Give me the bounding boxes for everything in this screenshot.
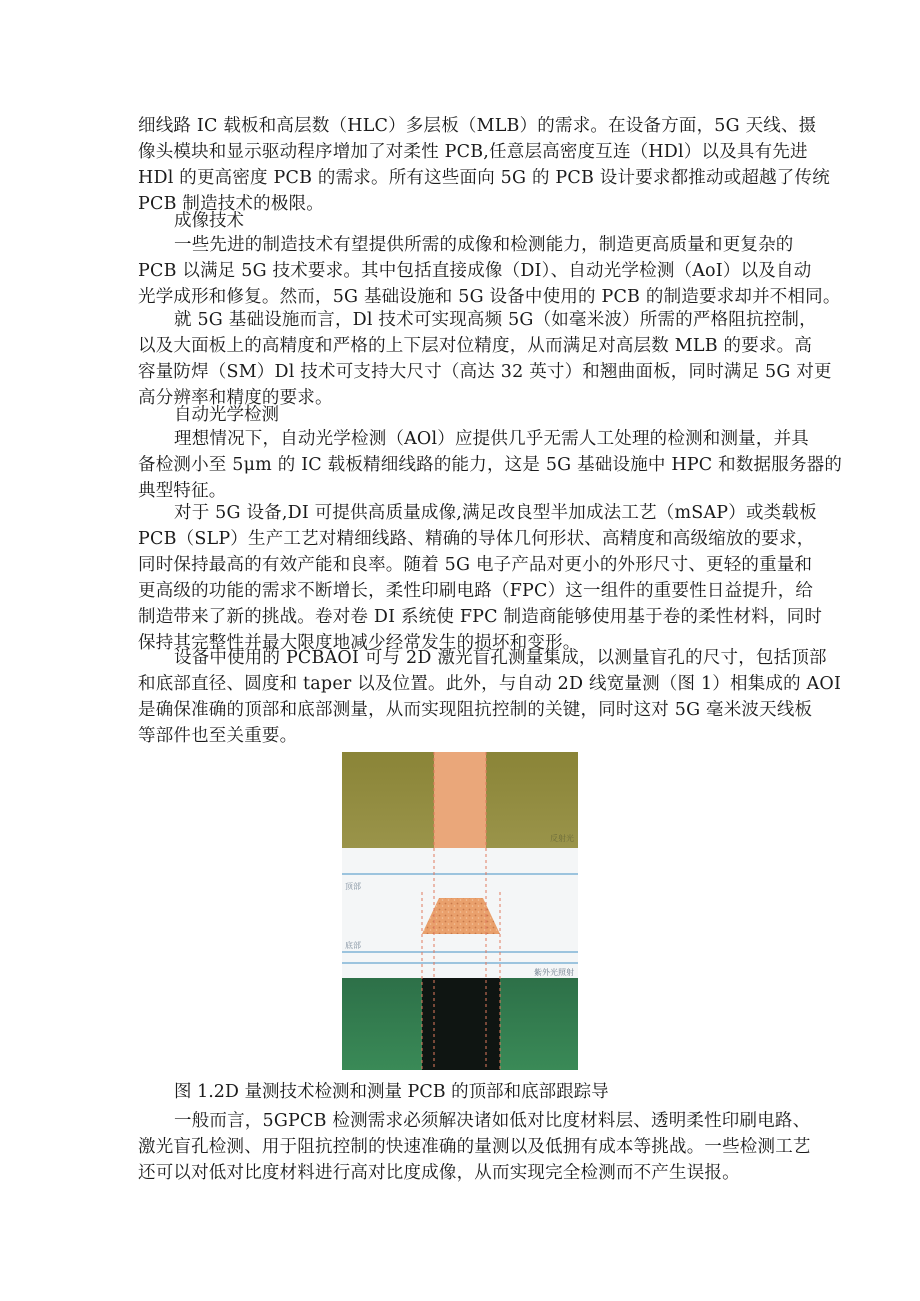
paragraph-6 — [138, 645, 842, 749]
text-line: HDl 的更高密度 PCB 的需求。所有这些面向 5G 的 PCB 设计要求都推动或超越了传统 — [138, 168, 830, 188]
pcb-measurement-figure — [342, 752, 578, 1070]
copper-trace-top — [434, 752, 486, 848]
text-line: 一般而言，5GPCB 检测需求必须解决诸如低对比度材料层、透明柔性印刷电路、 — [174, 1111, 811, 1131]
paragraph-2 — [138, 232, 841, 310]
text-line: 对于 5G 设备,DI 可提供高质量成像,满足改良型半加成法工艺（mSAP）或类载板 — [174, 503, 817, 523]
label-top: 顶部 — [345, 882, 361, 891]
paragraph-5 — [138, 500, 823, 656]
paragraph-7 — [138, 1108, 811, 1186]
text-line: 等部件也至关重要。 — [138, 726, 298, 746]
text-line: 是确保准确的顶部和底部测量，从而实现阻抗控制的关键，同时这对 5G 毫米波天线板 — [138, 700, 813, 720]
text-line: 备检测小至 5μm 的 IC 载板精细线路的能力，这是 5G 基础设施中 HPC 和数据服务器的 — [138, 455, 843, 475]
text-line: 和底部直径、圆度和 taper 以及位置。此外，与自动 2D 线宽量测（图 1）相集成的 AOI — [138, 674, 842, 694]
text-line: 还可以对低对比度材料进行高对比度成像，从而实现完全检测而不产生误报。 — [138, 1163, 740, 1183]
text-line: 高分辨率和精度的要求。 — [138, 388, 333, 408]
text-line: 像头模块和显示驱动程序增加了对柔性 PCB,任意层高密度互连（HDl）以及具有先进 — [138, 142, 808, 162]
text-line: 细线路 IC 载板和高层数（HLC）多层板（MLB）的需求。在设备方面，5G 天线、摄 — [138, 116, 817, 136]
section-heading-imaging: 成像技术 — [174, 211, 244, 231]
text-line: 更高级的功能的需求不断增长，柔性印刷电路（FPC）这一组件的重要性日益提升，给 — [138, 581, 814, 601]
figure-caption: 图 1.2D 量测技术检测和测量 PCB 的顶部和底部跟踪导 — [174, 1082, 609, 1102]
text-line: 就 5G 基础设施而言，Dl 技术可实现高频 5G（如毫米波）所需的严格阻抗控制， — [174, 310, 817, 330]
text-line: 以及大面板上的高精度和严格的上下层对位精度，从而满足对高层数 MLB 的要求。高 — [138, 336, 813, 356]
text-line: 容量防焊（SM）Dl 技术可支持大尺寸（高达 32 英寸）和翘曲面板，同时满足 5G 对更 — [138, 362, 832, 382]
text-line: 制造带来了新的挑战。卷对卷 DI 系统使 FPC 制造商能够使用基于卷的柔性材料，同时 — [138, 607, 823, 627]
text-line: PCB 制造技术的极限。 — [138, 194, 324, 214]
label-uv-light: 紫外光照射 — [534, 968, 574, 977]
text-line: 典型特征。 — [138, 481, 227, 501]
text-line: 一些先进的制造技术有望提供所需的成像和检测能力，制造更高质量和更复杂的 — [174, 235, 794, 255]
section-heading-aoi: 自动光学检测 — [174, 405, 279, 425]
text-line: 激光盲孔检测、用于阻抗控制的快速准确的量测以及低拥有成本等挑战。一些检测工艺 — [138, 1137, 811, 1157]
text-line: 保持其完整性并最大限度地减少经常发生的损坏和变形。 — [138, 633, 581, 653]
paragraph-1 — [138, 113, 830, 217]
text-line: PCB（SLP）生产工艺对精细线路、精确的导体几何形状、高精度和高级缩放的要求， — [138, 529, 815, 549]
text-line: 同时保持最高的有效产能和良率。随着 5G 电子产品对更小的外形尺寸、更轻的重量和 — [138, 555, 813, 575]
text-line: PCB 以满足 5G 技术要求。其中包括直接成像（DI）、自动光学检测（AoI）以及自动 — [138, 261, 812, 281]
label-reflected-light: 反射光 — [550, 834, 574, 843]
text-line: 光学成形和修复。然而，5G 基础设施和 5G 设备中使用的 PCB 的制造要求却并不相同。 — [138, 287, 841, 307]
label-bottom: 底部 — [345, 941, 361, 950]
paragraph-4 — [138, 426, 843, 504]
text-line: 设备中使用的 PCBAOI 可与 2D 激光盲孔测量集成，以测量盲孔的尺寸，包括顶部 — [174, 648, 827, 668]
paragraph-3 — [138, 307, 832, 411]
text-line: 理想情况下，自动光学检测（AOl）应提供几乎无需人工处理的检测和测量，并具 — [174, 429, 809, 449]
